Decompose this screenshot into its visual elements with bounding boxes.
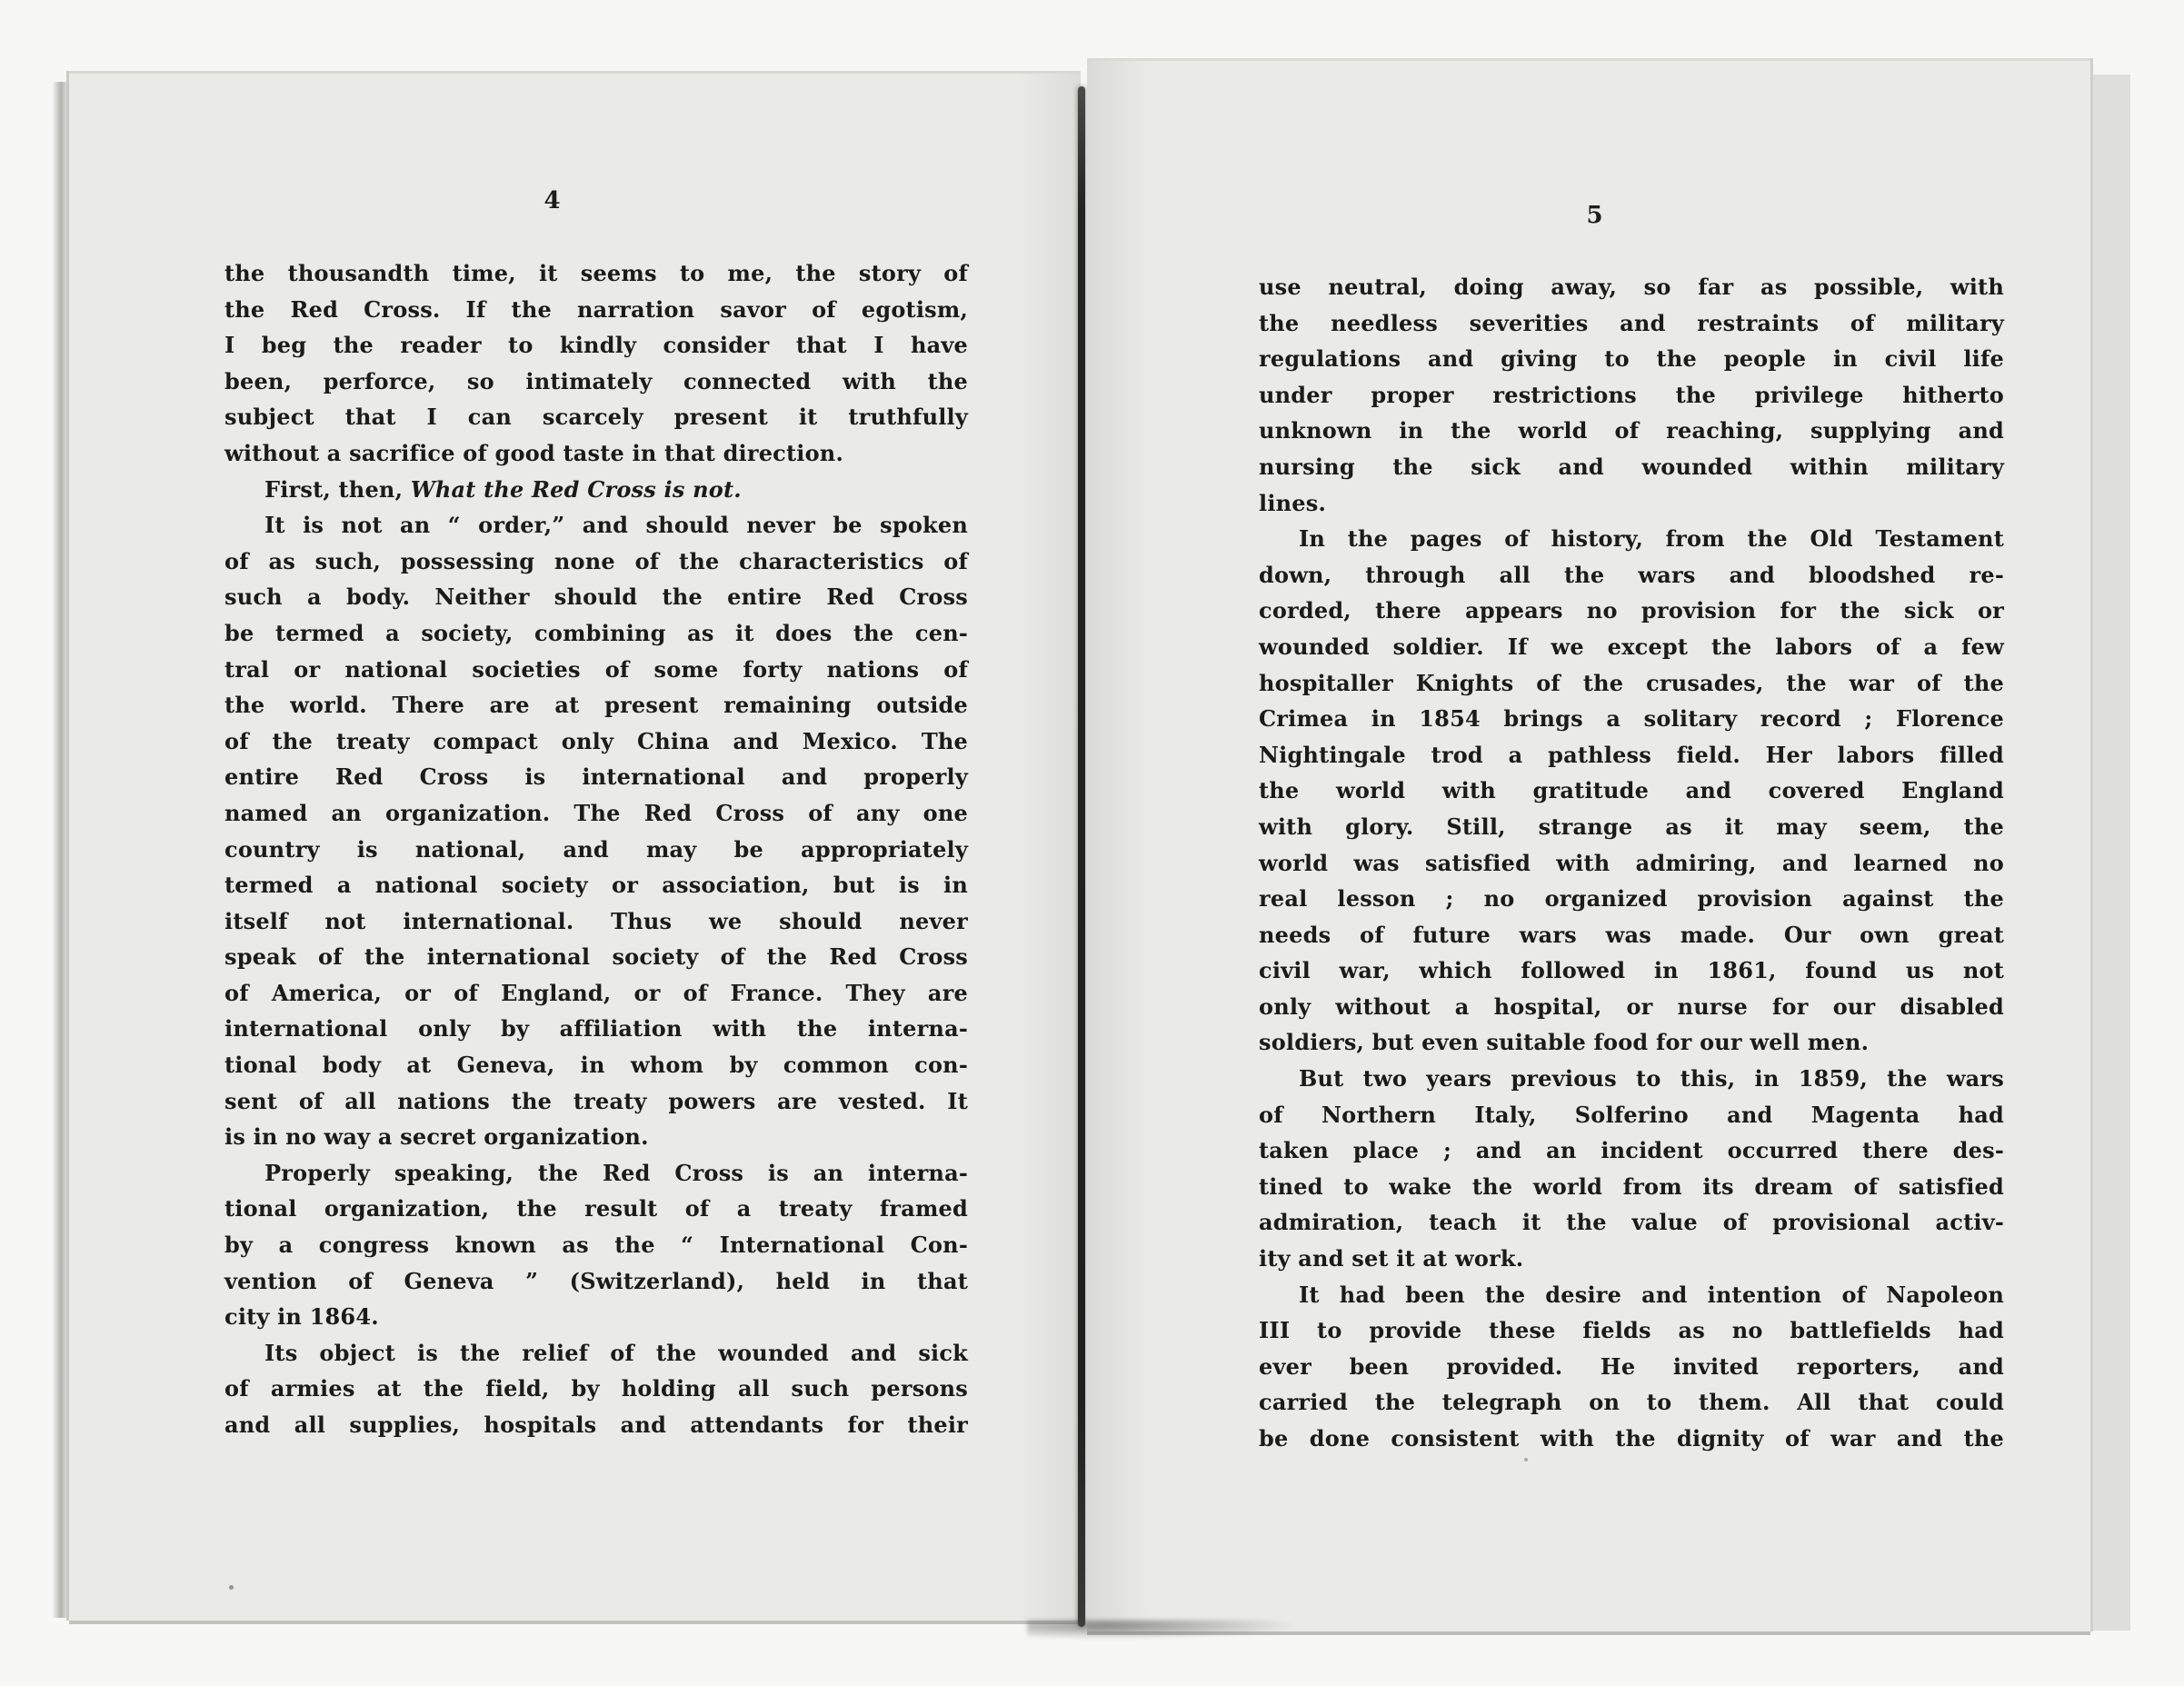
text-line: without a sacrifice of good taste in that direction. — [224, 439, 844, 466]
text-line: subject that I can scarcely present it truthfully — [224, 404, 968, 431]
text-line: tral or national societies of some forty nations of — [224, 655, 968, 683]
text-line: down, through all the wars and bloodshed re- — [1259, 561, 2004, 588]
heading-intro: First, then, — [264, 475, 411, 503]
text-line: Nightingale trod a pathless field. Her labors filled — [1259, 741, 2004, 768]
paragraph — [224, 255, 968, 472]
text-line: the thousandth time, it seems to me, the story of — [224, 260, 968, 286]
text-line: It is not an “ order,” and should never be spoken — [264, 512, 968, 539]
text-line: tined to wake the world from its dream of satisfied — [1259, 1172, 2004, 1200]
text-line: tional organization, the result of a treaty framed — [224, 1195, 968, 1222]
text-line: sent of all nations the treaty powers are vested. It — [224, 1087, 968, 1114]
text-line: with glory. Still, strange as it may seem, the — [1259, 813, 2004, 840]
text-line: been, perforce, so intimately connected with the — [224, 367, 968, 394]
italic-title: What the Red Cross is not. — [410, 475, 742, 503]
text-line: of America, or of England, or of France. They are — [224, 979, 968, 1006]
text-line: nursing the sick and wounded within military — [1259, 453, 2004, 480]
text-line: of Northern Italy, Solferino and Magenta had — [1259, 1101, 2004, 1128]
text-line: III to provide these fields as no battlefields had — [1259, 1317, 2004, 1344]
paragraph — [224, 472, 968, 508]
paragraph — [224, 507, 968, 1155]
right-page-number: 5 — [1586, 202, 1604, 229]
right-page-text — [1259, 269, 2004, 1457]
text-line: such a body. Neither should the entire Red Cross — [224, 584, 968, 611]
text-line — [224, 472, 968, 508]
dust-speck — [229, 1585, 234, 1590]
text-line: city in 1864. — [224, 1303, 379, 1331]
text-line: tional body at Geneva, in whom by common con- — [224, 1052, 968, 1079]
text-line: hospitaller Knights of the crusades, the war of the — [1259, 669, 2004, 696]
text-line: lines. — [1259, 489, 1327, 516]
text-line: admiration, teach it the value of provisional activ- — [1259, 1209, 2004, 1236]
paragraph — [224, 1155, 968, 1335]
text-line: In the pages of history, from the Old Testament — [1299, 525, 2004, 553]
text-line: corded, there appears no provision for the sick or — [1259, 597, 2004, 624]
text-line: the needless severities and restraints of military — [1259, 309, 2004, 336]
left-page-number: 4 — [544, 187, 562, 214]
right-page — [1087, 58, 2090, 1631]
text-line: under proper restrictions the privilege hitherto — [1259, 381, 2004, 408]
text-line: the world. There are at present remaining outside — [224, 692, 968, 719]
text-line: ever been provided. He invited reporters, and — [1259, 1352, 2004, 1380]
text-line: termed a national society or association, but is in — [224, 872, 968, 899]
text-line: country is national, and may be appropriately — [224, 835, 968, 863]
paragraph — [1259, 521, 2004, 1061]
text-line: I beg the reader to kindly consider that I have — [224, 332, 968, 359]
dust-speck — [1524, 1458, 1528, 1462]
text-line: carried the telegraph on to them. All that could — [1259, 1389, 2004, 1416]
text-line: named an organization. The Red Cross of any one — [224, 799, 968, 826]
text-line: ity and set it at work. — [1259, 1245, 1524, 1272]
text-line: be termed a society, combining as it does the cen- — [224, 619, 968, 646]
text-line: itself not international. Thus we should never — [224, 907, 968, 934]
text-line: speak of the international society of the Red Cross — [224, 943, 968, 971]
text-line: Crimea in 1854 brings a solitary record ; Florence — [1259, 705, 2004, 733]
text-line: international only by affiliation with the interna- — [224, 1015, 968, 1043]
left-page-stack-edge — [53, 82, 71, 1618]
text-line: soldiers, but even suitable food for our well men. — [1259, 1029, 1870, 1056]
text-line: of the treaty compact only China and Mexico. The — [224, 727, 968, 754]
text-line: Properly speaking, the Red Cross is an interna- — [264, 1159, 968, 1186]
text-line: the world with gratitude and covered England — [1259, 777, 2004, 804]
text-line: regulations and giving to the people in civil life — [1259, 345, 2004, 373]
left-page — [69, 71, 1081, 1621]
text-line: is in no way a secret organization. — [224, 1123, 649, 1151]
text-line: vention of Geneva ” (Switzerland), held in that — [224, 1267, 968, 1294]
text-line: and all supplies, hospitals and attendants for their — [224, 1412, 968, 1438]
text-line: be done consistent with the dignity of war and the — [1259, 1425, 2004, 1452]
paragraph — [1259, 1061, 2004, 1277]
paragraph — [224, 1335, 968, 1443]
paragraph — [1259, 1277, 2004, 1457]
text-line: wounded soldier. If we except the labors of a few — [1259, 633, 2004, 660]
text-line: of as such, possessing none of the characteristics of — [224, 547, 968, 574]
text-line: It had been the desire and intention of Napoleon — [1299, 1281, 2004, 1308]
book-spine-gutter — [1078, 86, 1085, 1627]
text-line: But two years previous to this, in 1859, the wars — [1299, 1065, 2004, 1092]
paragraph — [1259, 269, 2004, 521]
text-line: by a congress known as the “ International Con- — [224, 1232, 968, 1259]
text-line: of armies at the field, by holding all such persons — [224, 1375, 968, 1402]
left-page-text — [224, 255, 968, 1443]
right-page-stack-edge — [2090, 75, 2130, 1631]
text-line: entire Red Cross is international and properly — [224, 763, 968, 791]
text-line: needs of future wars was made. Our own great — [1259, 921, 2004, 948]
text-line: only without a hospital, or nurse for our disabled — [1259, 993, 2004, 1020]
text-line: use neutral, doing away, so far as possible, with — [1259, 274, 2004, 300]
text-line: the Red Cross. If the narration savor of egotism, — [224, 295, 968, 323]
gutter-bottom-shadow — [1027, 1620, 1300, 1640]
text-line: world was satisfied with admiring, and learned no — [1259, 849, 2004, 876]
text-line: Its object is the relief of the wounded and sick — [264, 1339, 968, 1366]
text-line: taken place ; and an incident occurred there des- — [1259, 1137, 2004, 1164]
text-line: unknown in the world of reaching, supplying and — [1259, 417, 2004, 444]
text-line: civil war, which followed in 1861, found us not — [1259, 957, 2004, 984]
text-line: real lesson ; no organized provision against the — [1259, 885, 2004, 913]
